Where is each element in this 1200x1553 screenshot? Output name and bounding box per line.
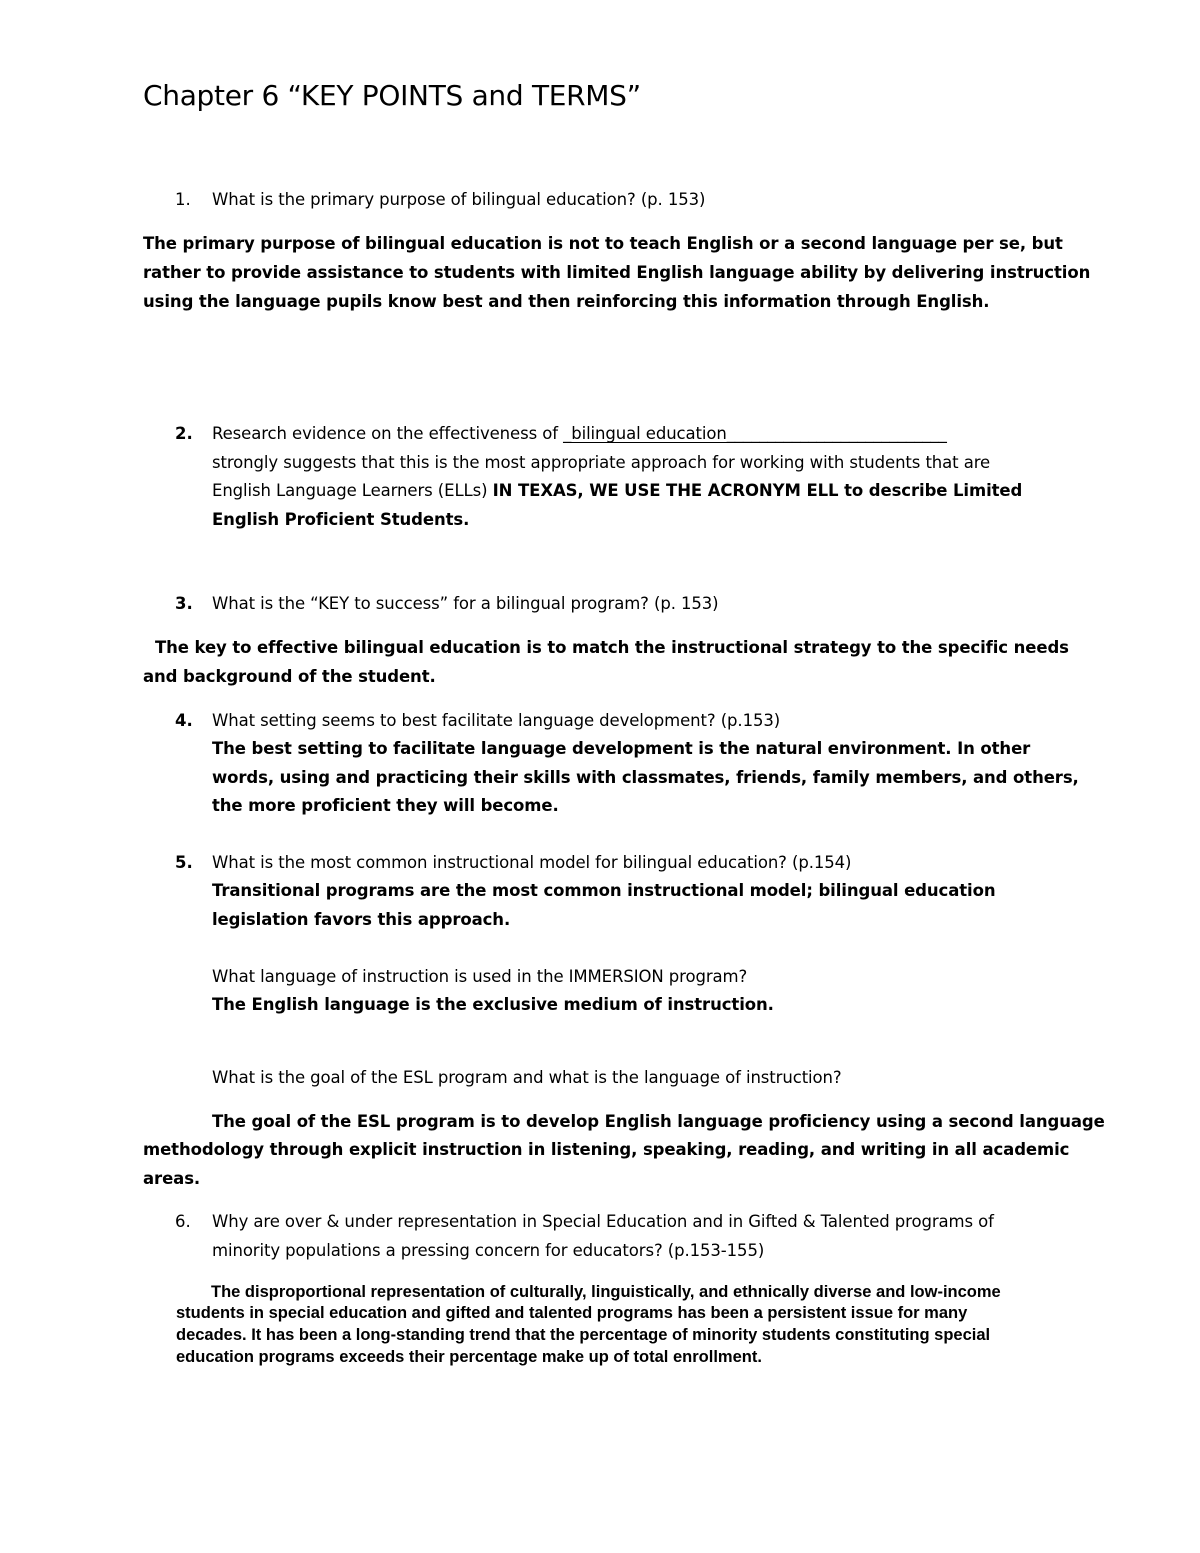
answer-1-line-3: using the language pupils know best and then reinforcing this information through English. bbox=[143, 292, 990, 311]
answer-1-line-1: The primary purpose of bilingual education is not to teach English or a second language per se, but bbox=[143, 234, 1063, 253]
question-1-number: 1. bbox=[175, 190, 191, 209]
question-2-line-3-bold: IN TEXAS, WE USE THE ACRONYM ELL to describe Limited bbox=[492, 481, 1023, 500]
answer-5-line-2: legislation favors this approach. bbox=[212, 910, 511, 929]
esl-answer-line-2: methodology through explicit instruction in listening, speaking, reading, and writing in all academic bbox=[143, 1140, 1070, 1159]
esl-question: What is the goal of the ESL program and what is the language of instruction? bbox=[212, 1068, 842, 1087]
esl-answer-line-3: areas. bbox=[143, 1169, 201, 1188]
page-title: Chapter 6 “KEY POINTS and TERMS” bbox=[143, 79, 641, 112]
question-2-line-2: strongly suggests that this is the most appropriate approach for working with students that are bbox=[212, 453, 991, 472]
answer-5-line-1: Transitional programs are the most common instructional model; bilingual education bbox=[212, 881, 996, 900]
esl-answer-line-1: The goal of the ESL program is to develop English language proficiency using a second language bbox=[212, 1112, 1105, 1131]
answer-6-line-3: decades. It has been a long-standing trend that the percentage of minority students constituting special bbox=[176, 1326, 991, 1344]
answer-6-line-1: The disproportional representation of culturally, linguistically, and ethnically diverse and low-income bbox=[211, 1283, 1001, 1301]
immersion-answer: The English language is the exclusive medium of instruction. bbox=[212, 995, 774, 1014]
question-2-blank-answer: _bilingual education___________________________ bbox=[563, 424, 947, 443]
question-4-number: 4. bbox=[175, 711, 193, 730]
question-2-line-3-plain: English Language Learners (ELLs) bbox=[212, 481, 493, 500]
answer-3-line-2: and background of the student. bbox=[143, 667, 436, 686]
question-6-number: 6. bbox=[175, 1212, 191, 1231]
answer-6-line-2: students in special education and gifted and talented programs has been a persistent issue for many bbox=[176, 1304, 968, 1322]
question-4-text: What setting seems to best facilitate language development? (p.153) bbox=[212, 711, 781, 730]
question-2-number: 2. bbox=[175, 424, 193, 443]
question-5-number: 5. bbox=[175, 853, 193, 872]
answer-3-line-1: The key to effective bilingual education is to match the instructional strategy to the specific needs bbox=[155, 638, 1069, 657]
answer-6-line-4: education programs exceeds their percentage make up of total enrollment. bbox=[176, 1348, 762, 1366]
question-2-line-1 bbox=[212, 424, 947, 444]
question-3-number: 3. bbox=[175, 594, 193, 613]
question-1-text: What is the primary purpose of bilingual education? (p. 153) bbox=[212, 190, 706, 209]
answer-4-line-2: words, using and practicing their skills with classmates, friends, family members, and others, bbox=[212, 768, 1079, 787]
question-3-text: What is the “KEY to success” for a bilingual program? (p. 153) bbox=[212, 594, 719, 613]
immersion-question: What language of instruction is used in the IMMERSION program? bbox=[212, 967, 748, 986]
question-5-text: What is the most common instructional model for bilingual education? (p.154) bbox=[212, 853, 852, 872]
answer-4-line-3: the more proficient they will become. bbox=[212, 796, 559, 815]
question-2-prefix: Research evidence on the effectiveness of bbox=[212, 424, 564, 443]
question-2-line-4: English Proficient Students. bbox=[212, 510, 470, 529]
question-6-line-2: minority populations a pressing concern for educators? (p.153-155) bbox=[212, 1241, 765, 1260]
answer-4-line-1: The best setting to facilitate language development is the natural environment. In other bbox=[212, 739, 1031, 758]
question-6-line-1: Why are over & under representation in Special Education and in Gifted & Talented programs of bbox=[212, 1212, 994, 1231]
question-2-line-3 bbox=[212, 481, 1022, 501]
answer-1-line-2: rather to provide assistance to students with limited English language ability by delivering instruction bbox=[143, 263, 1091, 282]
